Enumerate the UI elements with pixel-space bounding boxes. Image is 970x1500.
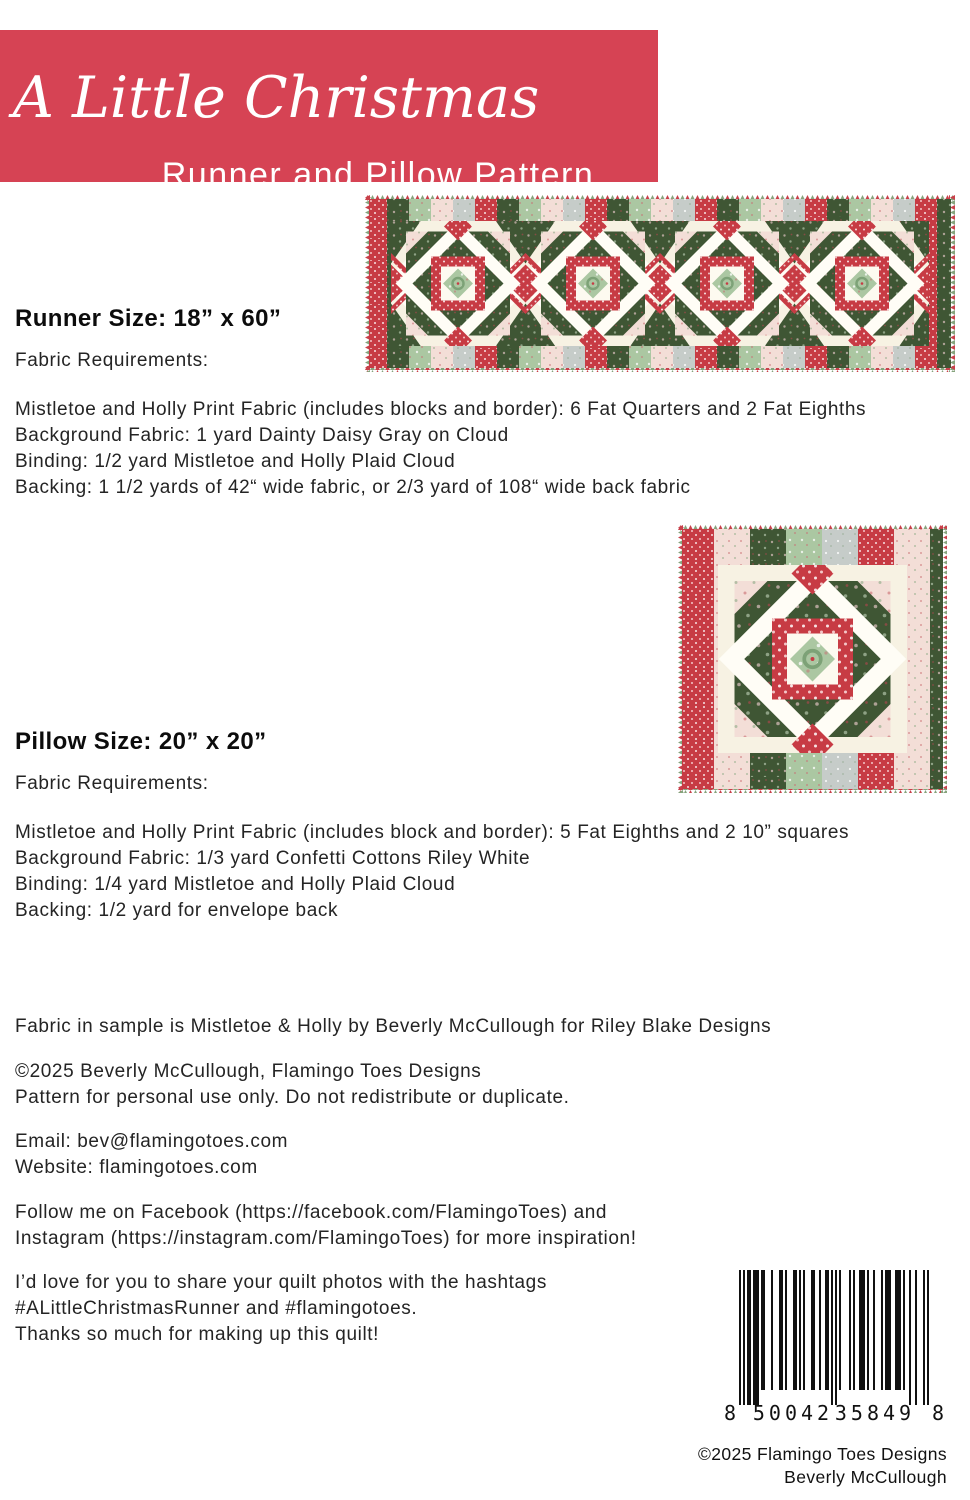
facebook-line: Follow me on Facebook (https://facebook.com/FlamingoToes) and: [15, 1202, 608, 1223]
barcode-digits-group1: 50042: [752, 1401, 834, 1424]
pillow-fabric-label: Fabric Requirements:: [15, 773, 209, 794]
pillow-requirement-line: Binding: 1/4 yard Mistletoe and Holly Plaid Cloud: [15, 874, 456, 895]
runner-fabric-label: Fabric Requirements:: [15, 350, 209, 371]
thanks-line: Thanks so much for making up this quilt!: [15, 1324, 380, 1345]
usage-line: Pattern for personal use only. Do not redistribute or duplicate.: [15, 1087, 570, 1108]
pillow-requirement-line: Background Fabric: 1/3 yard Confetti Cottons Riley White: [15, 848, 531, 869]
runner-requirement-line: Background Fabric: 1 yard Dainty Daisy Gray on Cloud: [15, 425, 509, 446]
barcode-digits-group2: 35849: [834, 1401, 916, 1424]
page-subtitle: Runner and Pillow Pattern: [161, 156, 595, 194]
publisher-block: [547, 1443, 947, 1489]
email-line: Email: bev@flamingotoes.com: [15, 1131, 289, 1152]
hashtags-line: #ALittleChristmasRunner and #flamingotoes.: [15, 1298, 418, 1319]
copyright-line: ©2025 Beverly McCullough, Flamingo Toes Designs: [15, 1061, 482, 1082]
runner-requirements: [15, 397, 866, 501]
contact-block: [15, 1129, 288, 1181]
hashtag-block: [15, 1270, 547, 1348]
publisher-name: Beverly McCullough: [784, 1467, 947, 1487]
instagram-line: Instagram (https://instagram.com/FlamingoToes) for more inspiration!: [15, 1228, 637, 1249]
pillow-requirement-line: Mistletoe and Holly Print Fabric (includes block and border): 5 Fat Eighths and 2 10” squares: [15, 822, 850, 843]
runner-quilt-image: [365, 195, 955, 372]
copyright-block: [15, 1059, 570, 1111]
pillow-requirement-line: Backing: 1/2 yard for envelope back: [15, 900, 339, 921]
barcode-digit-right: 8: [931, 1401, 945, 1424]
website-line: Website: flamingotoes.com: [15, 1157, 258, 1178]
runner-requirement-line: Backing: 1 1/2 yards of 42“ wide fabric, or 2/3 yard of 108“ wide back fabric: [15, 477, 691, 498]
pillow-quilt-image: [678, 525, 947, 793]
social-block: [15, 1200, 637, 1252]
page-title: A Little Christmas: [12, 65, 540, 131]
runner-requirement-line: Binding: 1/2 yard Mistletoe and Holly Plaid Cloud: [15, 451, 456, 472]
runner-requirement-line: Mistletoe and Holly Print Fabric (includes blocks and border): 6 Fat Quarters and 2 Fat Eighths: [15, 399, 867, 420]
barcode-bars: [739, 1270, 929, 1405]
title-banner: [0, 30, 658, 194]
runner-size-heading: Runner Size: 18” x 60”: [15, 305, 282, 332]
sample-fabric-note: Fabric in sample is Mistletoe & Holly by Beverly McCullough for Riley Blake Designs: [15, 1016, 772, 1037]
pillow-requirements: [15, 820, 849, 924]
publisher-line: ©2025 Flamingo Toes Designs: [697, 1444, 947, 1464]
share-line: I’d love for you to share your quilt photos with the hashtags: [15, 1272, 547, 1293]
barcode-digit-left: 8: [723, 1401, 737, 1424]
pillow-size-heading: Pillow Size: 20” x 20”: [15, 728, 267, 755]
upc-barcode: [722, 1270, 946, 1424]
